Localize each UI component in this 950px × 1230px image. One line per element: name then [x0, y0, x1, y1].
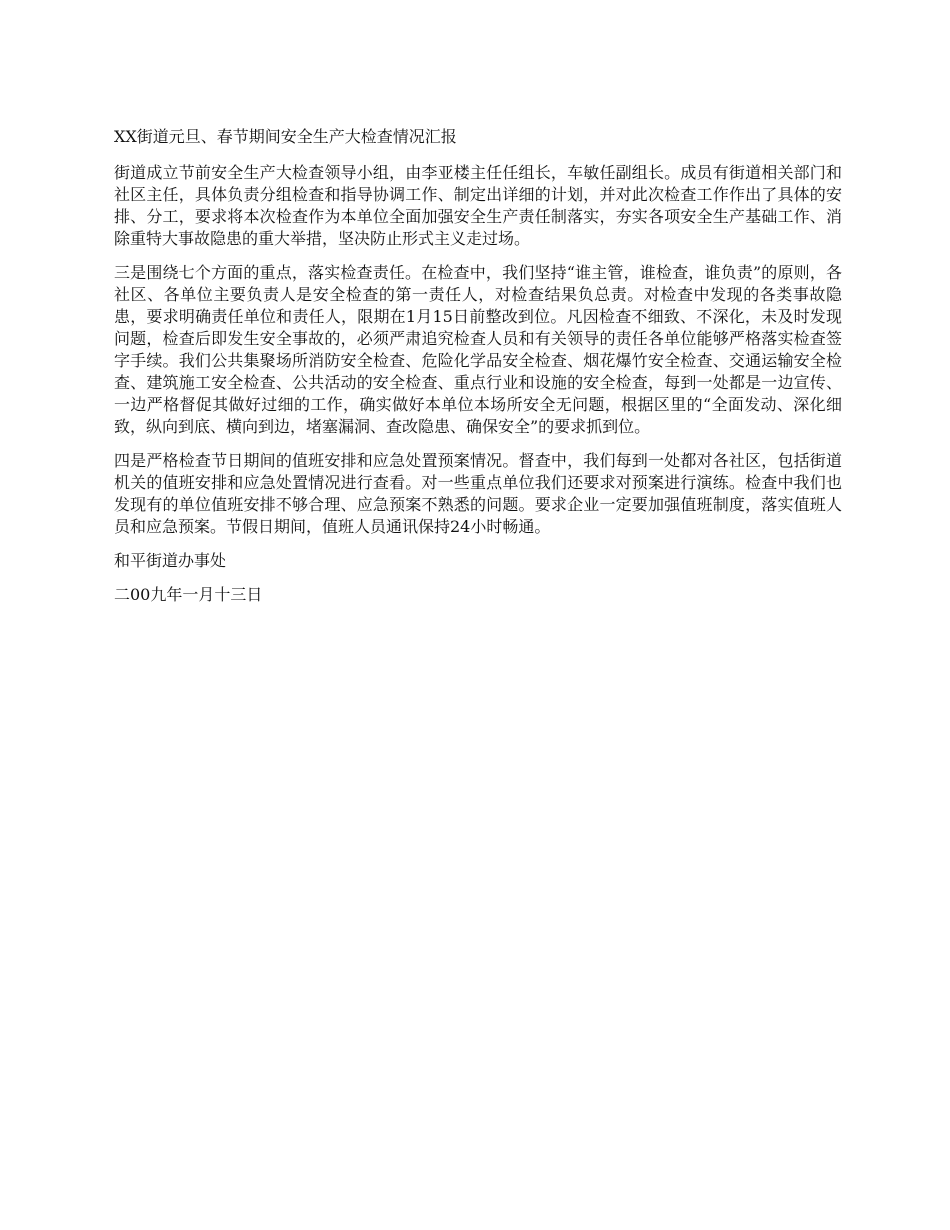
document-title: XX街道元旦、春节期间安全生产大检查情况汇报 — [114, 127, 457, 146]
paragraph-duty-emergency: 四是严格检查节日期间的值班安排和应急处置预案情况。督查中，我们每到一处都对各社区，包括街道机关的值班安排和应急处置情况进行查看。对一些重点单位我们还要求对预案进行演练。检查中我们也发现有的单位值班安排不够合理、应急预案不熟悉的问题。要求企业一定要加强值班制度，落实值班人员和应急预案。节假日期间，值班人员通讯保持24小时畅通。 — [114, 451, 842, 536]
document-body — [114, 126, 842, 606]
issuing-office: 和平街道办事处 — [114, 551, 227, 570]
paragraph-inspection-responsibility: 三是围绕七个方面的重点，落实检查责任。在检查中，我们坚持“谁主管，谁检查，谁负责”的原则，各社区、各单位主要负责人是安全检查的第一责任人，对检查结果负总责。对检查中发现的各类事故隐患，要求明确责任单位和责任人，限期在1月15日前整改到位。凡因检查不细致、不深化，未及时发现问题，检查后即发生安全事故的，必须严肃追究检查人员和有关领导的责任各单位能够严格落实检查签字手续。我们公共集聚场所消防安全检查、危险化学品安全检查、烟花爆竹安全检查、交通运输安全检查、建筑施工安全检查、公共活动的安全检查、重点行业和设施的安全检查，每到一处都是一边宣传、一边严格督促其做好过细的工作，确实做好本单位本场所安全无问题，根据区里的“全面发动、深化细致，纵向到底、横向到边，堵塞漏洞、查改隐患、确保安全”的要求抓到位。 — [114, 263, 842, 436]
paragraph-leadership-group: 街道成立节前安全生产大检查领导小组，由李亚楼主任任组长，车敏任副组长。成员有街道相关部门和社区主任，具体负责分组检查和指导协调工作、制定出详细的计划，并对此次检查工作作出了具体的安排、分工，要求将本次检查作为本单位全面加强安全生产责任制落实，夯实各项安全生产基础工作、消除重特大事故隐患的重大举措，坚决防止形式主义走过场。 — [114, 163, 842, 248]
document-date: 二00九年一月十三日 — [114, 585, 263, 604]
